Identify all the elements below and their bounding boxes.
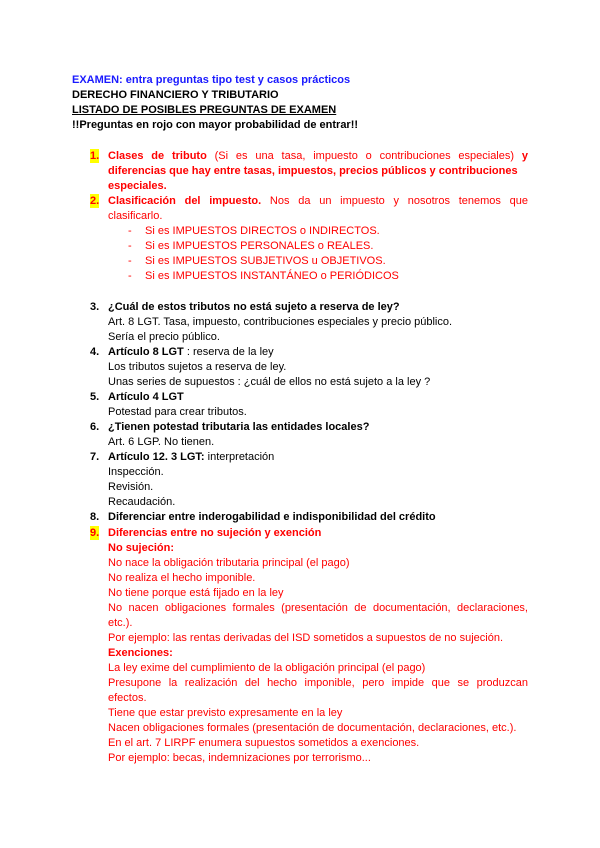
item-4-body-1: Los tributos sujetos a reserva de ley. [108, 361, 287, 373]
item-5-title: Artículo 4 LGT [108, 391, 184, 403]
exenciones-line-6: En el art. 7 LIRPF enumera supuestos sometidos a exenciones. [108, 737, 420, 749]
item-3-body-2: Sería el precio público. [108, 331, 220, 343]
item-4-title-rest: : reserva de la ley [183, 346, 274, 358]
item-6-number: 6. [90, 421, 100, 433]
item-8-number: 8. [90, 511, 100, 523]
item-6-body-1: Art. 6 LGP. No tienen. [108, 436, 215, 448]
item-6-title: ¿Tienen potestad tributaria las entidades locales? [108, 421, 370, 433]
no-sujecion-line-6: Por ejemplo: las rentas derivadas del ISD sometidos a supuestos de no sujeción. [108, 632, 503, 644]
item-2-bullet-4: Si es IMPUESTOS INSTANTÁNEO o PERIÓDICOS [145, 270, 399, 282]
exam-title: EXAMEN: entra preguntas tipo test y casos prácticos [72, 74, 351, 86]
no-sujecion-heading: No sujeción: [108, 542, 175, 554]
bullet-dash: - [128, 225, 132, 237]
bullet-dash: - [128, 255, 132, 267]
item-1-line-1 [108, 149, 528, 163]
no-sujecion-line-5: etc.). [108, 617, 133, 629]
exenciones-line-4: Tiene que estar previsto expresamente en la ley [108, 707, 343, 719]
item-4-heading [108, 345, 274, 359]
exenciones-line-7: Por ejemplo: becas, indemnizaciones por terrorismo... [108, 752, 371, 764]
item-2-bullet-3: Si es IMPUESTOS SUBJETIVOS u OBJETIVOS. [145, 255, 386, 267]
no-sujecion-line-2: No realiza el hecho imponible. [108, 572, 256, 584]
exenciones-heading: Exenciones: [108, 647, 173, 659]
item-7-number: 7. [90, 451, 100, 463]
item-7-title-rest: interpretación [204, 451, 275, 463]
list-title: LISTADO DE POSIBLES PREGUNTAS DE EXAMEN [72, 104, 337, 116]
item-1-parenthetical: (Si es una tasa, impuesto o contribuciones especiales) [206, 150, 522, 162]
item-7-body-2: Revisión. [108, 481, 154, 493]
item-3-number: 3. [90, 301, 100, 313]
item-2-line-2: clasificarlo. [108, 210, 163, 222]
priority-note: !!Preguntas en rojo con mayor probabilidad de entrar!! [72, 119, 359, 131]
item-4-title: Artículo 8 LGT [108, 346, 184, 358]
no-sujecion-line-3: No tiene porque está fijado en la ley [108, 587, 284, 599]
item-2-line-1-rest: Nos da un impuesto y nosotros tenemos que [261, 195, 528, 207]
item-2-number: 2. [90, 195, 100, 207]
item-3-title: ¿Cuál de estos tributos no está sujeto a reserva de ley? [108, 301, 400, 313]
item-9-title: Diferencias entre no sujeción y exención [108, 527, 322, 539]
item-7-title: Artículo 12. 3 LGT: [108, 451, 205, 463]
item-2-title: Clasificación del impuesto. [108, 195, 262, 207]
item-1-y: y [521, 150, 528, 162]
item-1-line-2: diferencias que hay entre tasas, impuestos, precios públicos y contribuciones [108, 165, 518, 177]
item-7-body-1: Inspección. [108, 466, 164, 478]
exenciones-line-1: La ley exime del cumplimiento de la obligación principal (el pago) [108, 662, 426, 674]
item-9-number: 9. [90, 527, 100, 539]
item-8-title: Diferenciar entre inderogabilidad e indisponibilidad del crédito [108, 511, 436, 523]
bullet-dash: - [128, 270, 132, 282]
exenciones-line-2: Presupone la realización del hecho imponible, pero impide que se produzcan [108, 677, 528, 689]
item-2-line-1 [108, 194, 528, 208]
item-4-body-2: Unas series de supuestos : ¿cuál de ellos no está sujeto a la ley ? [108, 376, 431, 388]
item-3-body-1: Art. 8 LGT. Tasa, impuesto, contribuciones especiales y precio público. [108, 316, 453, 328]
no-sujecion-line-1: No nace la obligación tributaria principal (el pago) [108, 557, 350, 569]
item-1-number: 1. [90, 150, 100, 162]
item-4-number: 4. [90, 346, 100, 358]
exenciones-line-5: Nacen obligaciones formales (presentación de documentación, declaraciones, etc.). [108, 722, 517, 734]
item-1-title: Clases de tributo [108, 150, 207, 162]
item-5-body-1: Potestad para crear tributos. [108, 406, 247, 418]
no-sujecion-line-4: No nacen obligaciones formales (presentación de documentación, declaraciones, [108, 602, 528, 614]
exenciones-line-3: efectos. [108, 692, 147, 704]
bullet-dash: - [128, 240, 132, 252]
item-2-bullet-2: Si es IMPUESTOS PERSONALES o REALES. [145, 240, 374, 252]
item-7-heading [108, 450, 274, 464]
item-7-body-3: Recaudación. [108, 496, 176, 508]
subject-title: DERECHO FINANCIERO Y TRIBUTARIO [72, 89, 279, 101]
item-5-number: 5. [90, 391, 100, 403]
item-2-bullet-1: Si es IMPUESTOS DIRECTOS o INDIRECTOS. [145, 225, 380, 237]
item-1-line-3: especiales. [108, 180, 167, 192]
